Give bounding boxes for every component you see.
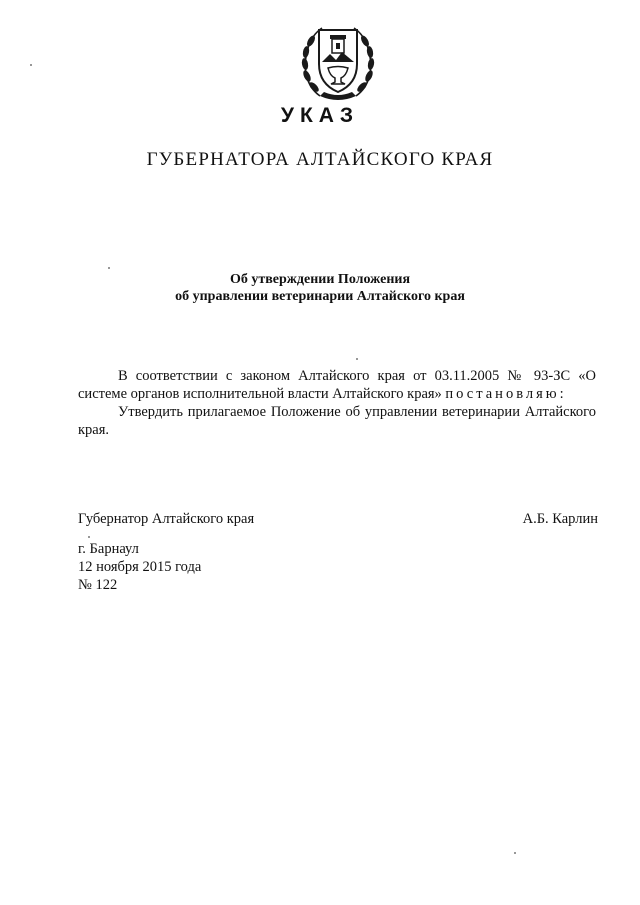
scan-speck	[108, 267, 110, 269]
decree-heading	[0, 271, 640, 305]
paragraph-preamble	[78, 367, 596, 403]
resolve-word: постановляю:	[445, 386, 567, 402]
scan-speck	[30, 64, 32, 66]
document-type: УКАЗ	[280, 104, 360, 127]
signing-date: 12 ноября 2015 года	[78, 559, 202, 575]
decree-body	[78, 367, 596, 439]
paragraph-resolution: Утвердить прилагаемое Положение об управлении ветеринарии Алтайского края.	[78, 404, 596, 438]
issuer-title: ГУБЕРНАТОРА АЛТАЙСКОГО КРАЯ	[146, 149, 494, 170]
place-of-signing: г. Барнаул	[78, 541, 139, 557]
heading-line-2: об управлении ветеринарии Алтайского края	[175, 289, 465, 304]
scan-speck	[514, 852, 516, 854]
decree-number: № 122	[78, 577, 118, 593]
scan-speck	[88, 536, 90, 538]
coat-of-arms-icon	[298, 18, 378, 104]
decree-details	[78, 540, 201, 594]
scan-speck	[356, 358, 358, 360]
preamble-text: В соответствии с законом Алтайского края от 03.11.2005 № 93-ЗС «О системе органов исполнительной власти Алтайского края»	[78, 368, 596, 402]
heading-line-1: Об утверждении Положения	[229, 272, 411, 287]
signatory-title: Губернатор Алтайского края	[78, 511, 255, 527]
signatory-name: А.Б. Карлин	[522, 511, 598, 527]
